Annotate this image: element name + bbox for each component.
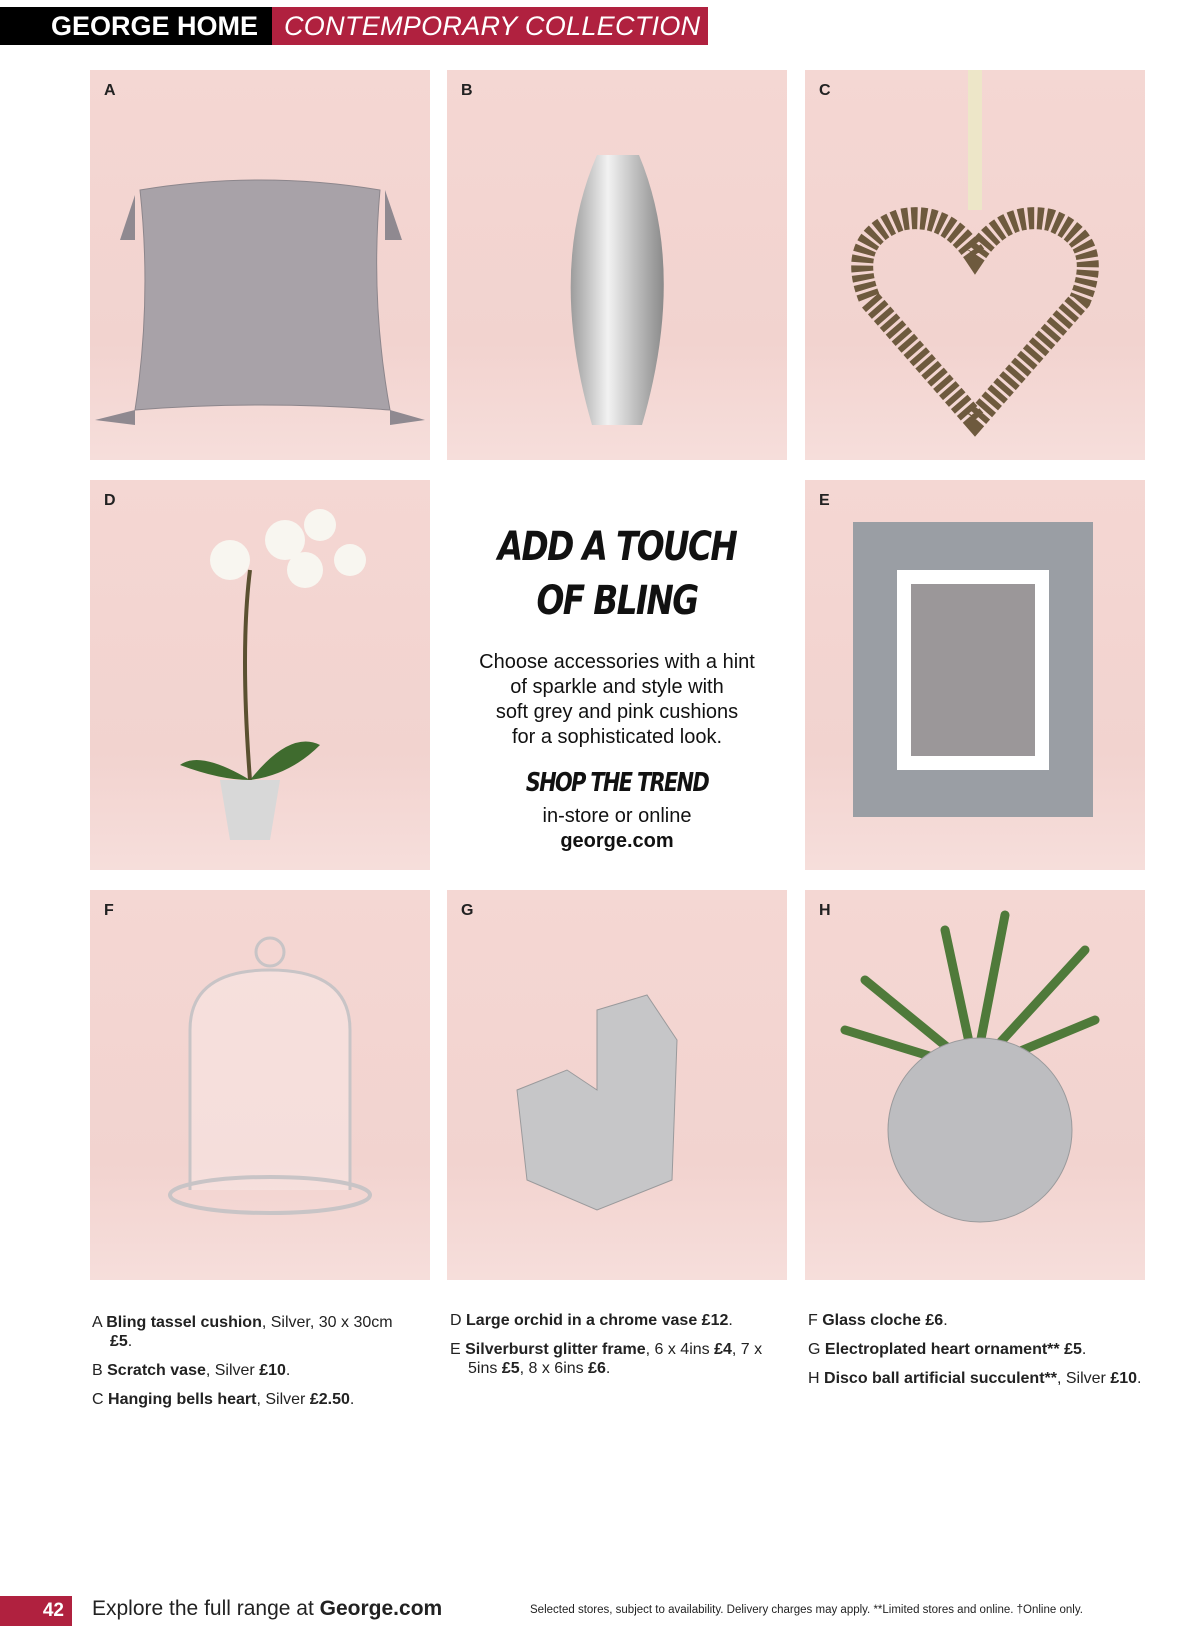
- footer-site-link[interactable]: George.com: [319, 1597, 443, 1620]
- page-number: 42: [0, 1596, 72, 1626]
- promo-panel: [447, 480, 787, 870]
- product-tile-e[interactable]: [805, 480, 1145, 870]
- tile-letter: G: [461, 902, 474, 919]
- shop-the-trend: SHOP THE TREND: [525, 768, 709, 798]
- tile-letter: B: [461, 82, 473, 99]
- product-tile-f[interactable]: [90, 890, 430, 1280]
- promo-sub: in-store or online: [542, 805, 692, 827]
- glass-cloche-image: [90, 890, 430, 1280]
- product-tile-a[interactable]: [90, 70, 430, 460]
- product-tile-d[interactable]: [90, 480, 430, 870]
- captions-col-1: [92, 1313, 412, 1419]
- promo-site-link[interactable]: george.com: [560, 830, 674, 852]
- scratch-vase-image: [447, 70, 787, 460]
- tile-letter: H: [819, 902, 831, 919]
- product-tile-c[interactable]: [805, 70, 1145, 460]
- tile-letter: E: [819, 492, 830, 509]
- caption-d: D Large orchid in a chrome vase £12.: [450, 1312, 733, 1329]
- tile-letter: C: [819, 82, 831, 99]
- captions-col-3: [808, 1311, 1148, 1398]
- footer-disclaimer: Selected stores, subject to availability. Delivery charges may apply. **Limited stores and online. †Online only.: [530, 1604, 1083, 1616]
- caption-a: A Bling tassel cushion, Silver, 30 x 30cm £5.: [92, 1314, 393, 1350]
- captions-col-2: [450, 1311, 790, 1388]
- brand-header: GEORGE HOME: [0, 7, 272, 45]
- caption-b: B Scratch vase, Silver £10.: [92, 1362, 291, 1379]
- sequin-cushion-image: [90, 70, 430, 460]
- promo-title: ADD A TOUCH OF BLING: [497, 524, 737, 624]
- tile-letter: A: [104, 82, 116, 99]
- caption-h: H Disco ball artificial succulent**, Silver £10.: [808, 1370, 1142, 1387]
- product-tile-g[interactable]: [447, 890, 787, 1280]
- tile-letter: F: [104, 902, 114, 919]
- product-tile-b[interactable]: [447, 70, 787, 460]
- tile-letter: D: [104, 492, 116, 509]
- caption-e: E Silverburst glitter frame, 6 x 4ins £4, 7 x 5ins £5, 8 x 6ins £6.: [450, 1341, 763, 1377]
- heart-ornament-image: [447, 890, 787, 1280]
- orchid-image: [90, 480, 430, 870]
- bells-heart-image: [805, 70, 1145, 460]
- caption-g: G Electroplated heart ornament** £5.: [808, 1341, 1087, 1358]
- product-tile-h[interactable]: [805, 890, 1145, 1280]
- caption-f: F Glass cloche £6.: [808, 1312, 948, 1329]
- footer-explore: Explore the full range at George.com: [92, 1597, 443, 1620]
- collection-header: CONTEMPORARY COLLECTION: [272, 7, 708, 45]
- disco-succulent-image: [805, 890, 1145, 1280]
- glitter-frame-image: [805, 480, 1145, 870]
- promo-body: Choose accessories with a hint of sparkle and style with soft grey and pink cushions for a sophisticated look.: [479, 651, 755, 748]
- caption-c: C Hanging bells heart, Silver £2.50.: [92, 1391, 355, 1408]
